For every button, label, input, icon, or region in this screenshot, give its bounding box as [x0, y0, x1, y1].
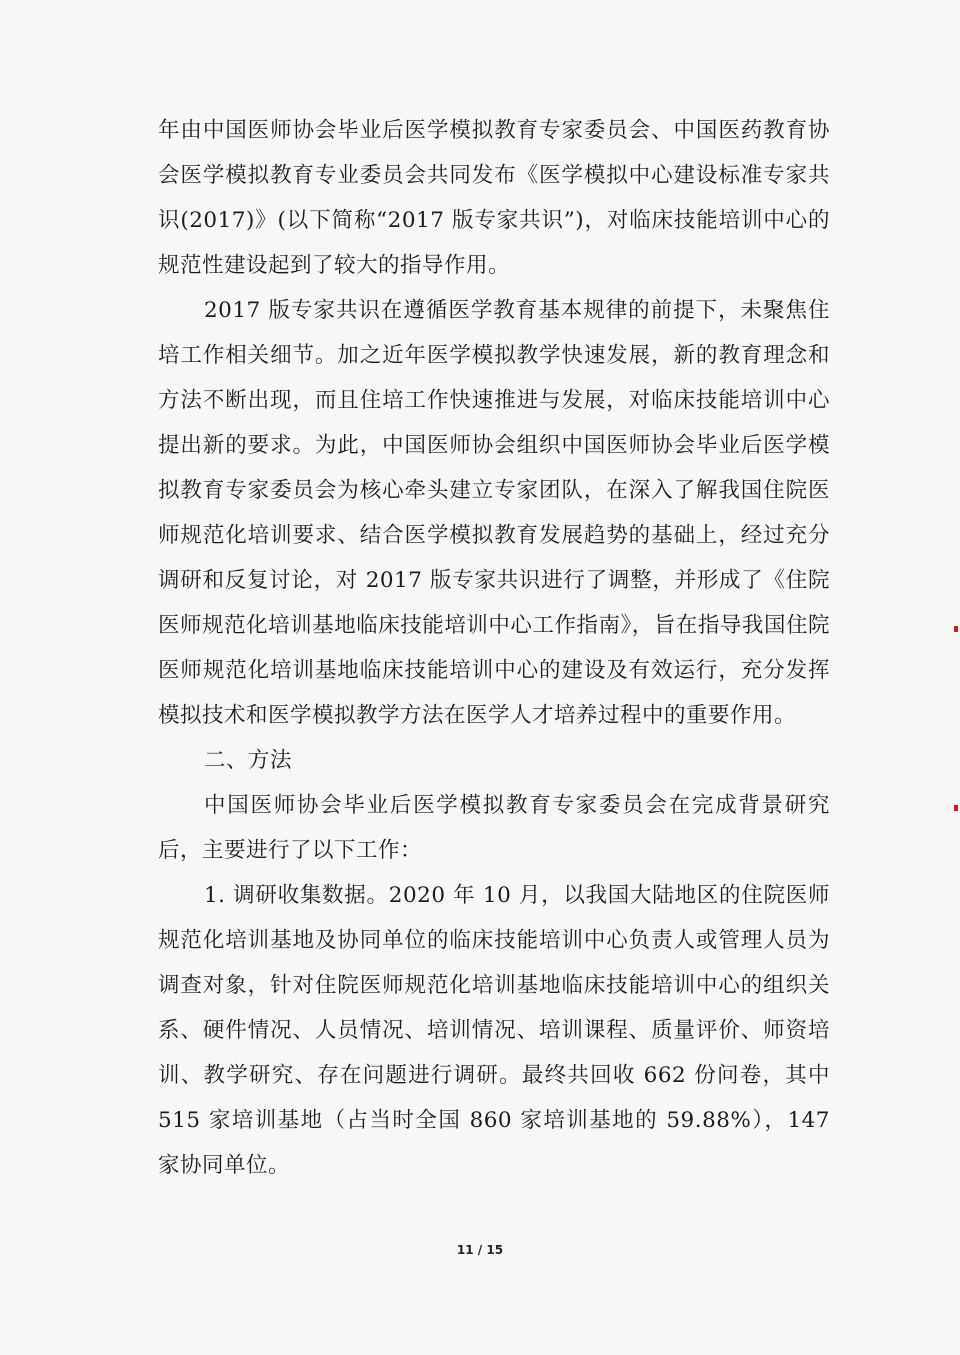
- paragraph-3: 中国医师协会毕业后医学模拟教育专家委员会在完成背景研究后，主要进行了以下工作：: [158, 793, 830, 863]
- paragraph-1: 年由中国医师协会毕业后医学模拟教育专家委员会、中国医药教育协会医学模拟教育专业委员会共同发布《医学模拟中心建设标准专家共识(2017)》(以下简称“2017 版专家共识”)，对临床技能培训中心的规范性建设起到了较大的指导作用。: [158, 118, 830, 278]
- page-number: 11 / 15: [456, 1243, 504, 1257]
- paragraph-4: 1. 调研收集数据。2020 年 10 月，以我国大陆地区的住院医师规范化培训基地及协同单位的临床技能培训中心负责人或管理人员为调查对象，针对住院医师规范化培训基地临床技能培训中心的组织关系、硬件情况、人员情况、培训情况、培训课程、质量评价、师资培训、教学研究、存在问题进行调研。最终共回收 662 份问卷，其中 515 家培训基地（占当时全国 860 家培训基地的 59.88%），147 家协同单位。: [158, 883, 830, 1178]
- paragraph-2: 2017 版专家共识在遵循医学教育基本规律的前提下，未聚焦住培工作相关细节。加之近年医学模拟教学快速发展，新的教育理念和方法不断出现，而且住培工作快速推进与发展，对临床技能培训中心提出新的要求。为此，中国医师协会组织中国医师协会毕业后医学模拟教育专家委员会为核心牵头建立专家团队，在深入了解我国住院医师规范化培训要求、结合医学模拟教育发展趋势的基础上，经过充分调研和反复讨论，对 2017 版专家共识进行了调整，并形成了《住院医师规范化培训基地临床技能培训中心工作指南》，旨在指导我国住院医师规范化培训基地临床技能培训中心的建设及有效运行，充分发挥模拟技术和医学模拟教学方法在医学人才培养过程中的重要作用。: [158, 298, 830, 728]
- document-body: [158, 108, 830, 1188]
- scan-mark: [954, 805, 958, 811]
- scan-mark: [954, 626, 958, 632]
- section-heading-methods: 二、方法: [204, 748, 293, 773]
